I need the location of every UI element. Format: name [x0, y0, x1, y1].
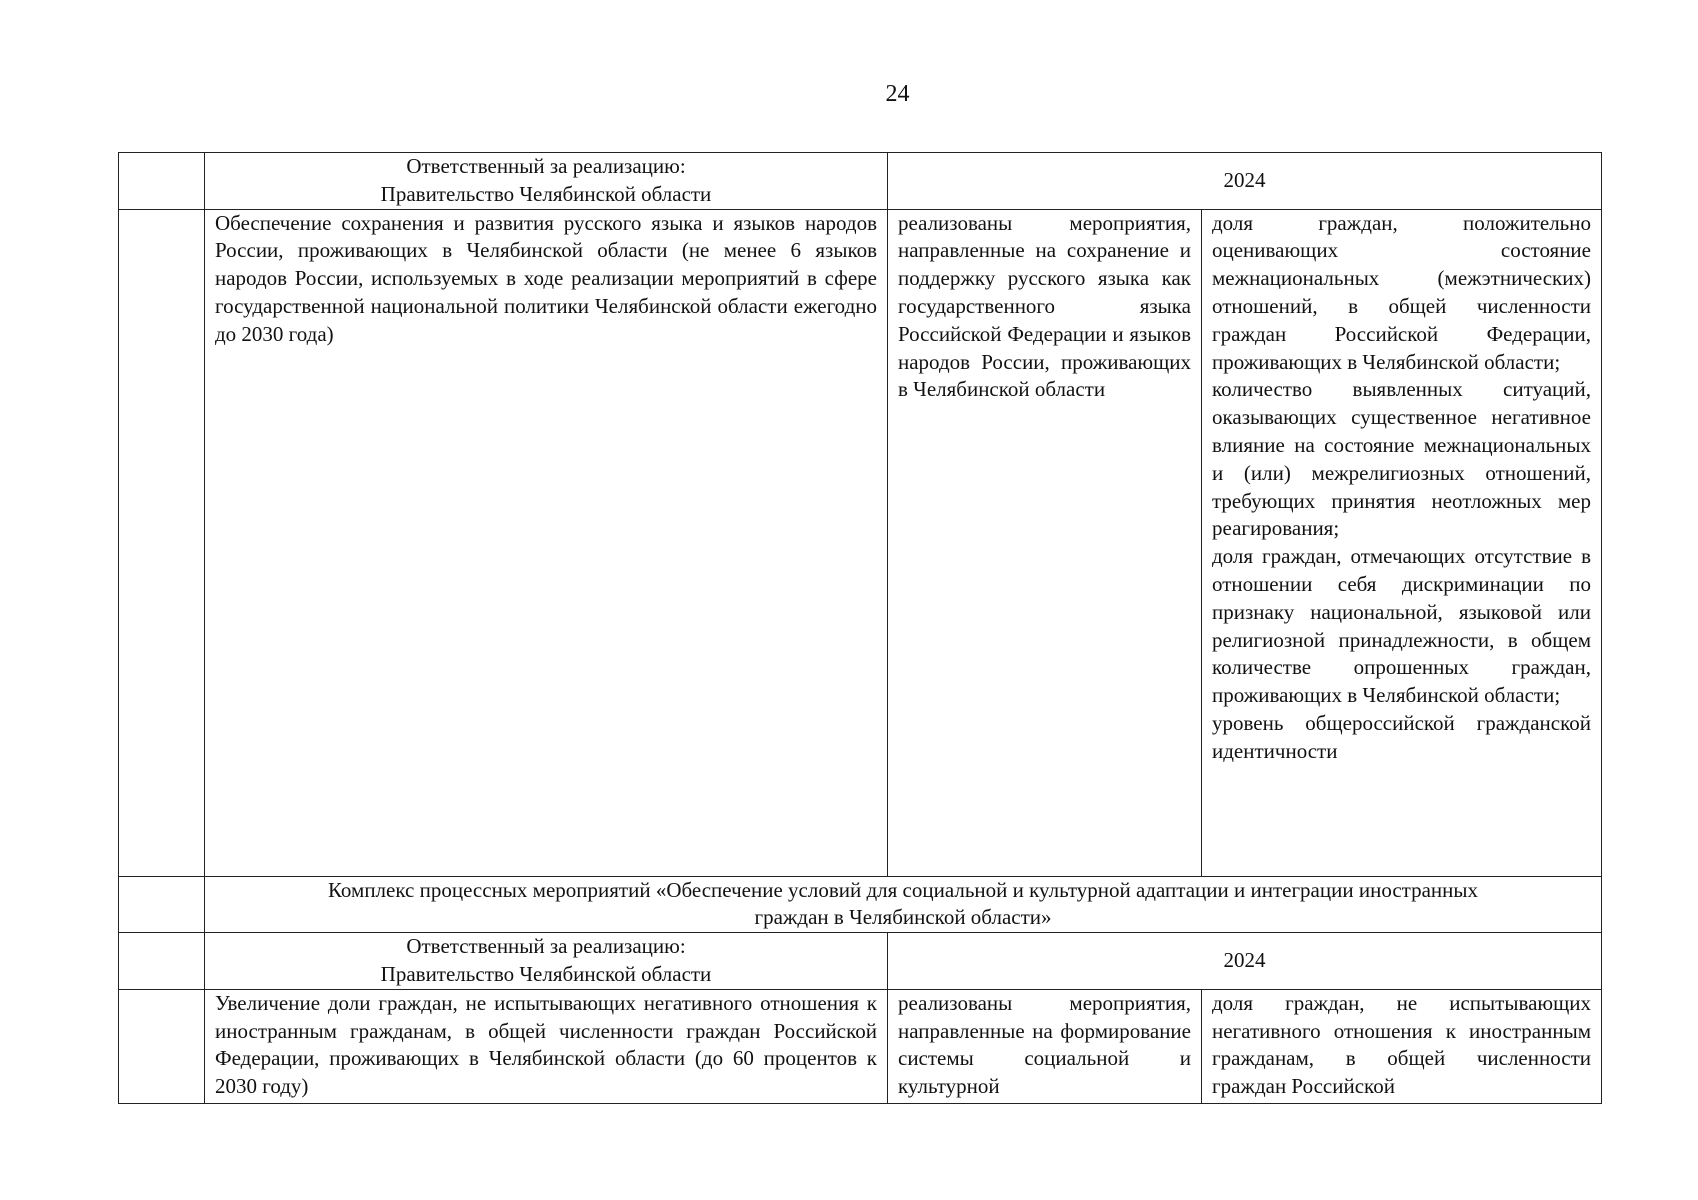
- number-cell: [119, 989, 205, 1103]
- complex-title-line: граждан в Челябинской области»: [754, 905, 1052, 930]
- table-row-task-1: [119, 209, 1602, 876]
- indicators-cell: [1202, 989, 1602, 1103]
- responsible-label: Ответственный за реализацию:: [406, 154, 686, 178]
- indicators-cell: [1202, 209, 1602, 876]
- task-cell: Обеспечение сохранения и развития русского языка и языков народов России, проживающих в Челябинской области (не менее 6 языков народов России, используемых в ходе реализации мероприятий в сфере государственной национальной политики Челябинской области ежегодно до 2030 года): [205, 209, 888, 876]
- indicator-item: доля граждан, отмечающих отсутствие в отношении себя дискриминации по признаку национальной, языковой или религиозной принадлежности, в общем количестве опрошенных граждан, проживающих в Челябинской области;: [1212, 544, 1591, 708]
- year-cell: 2024: [888, 153, 1602, 210]
- responsible-label: Ответственный за реализацию:: [406, 934, 686, 959]
- indicator-item: количество выявленных ситуаций, оказывающих существенное негативное влияние на состояние межнациональных и (или) межрелигиозных отношений, требующих принятия неотложных мер реагирования;: [1212, 377, 1591, 541]
- result-cell: [888, 989, 1202, 1103]
- measures-table: [118, 152, 1602, 1104]
- responsible-org: Правительство Челябинской области: [380, 961, 712, 986]
- responsible-cell: [205, 933, 888, 990]
- number-cell: [119, 209, 205, 876]
- number-cell: [119, 876, 205, 933]
- complex-title-line: Комплекс процессных мероприятий «Обеспечение условий для социальной и культурной адаптации и интеграции иностранных: [327, 877, 1479, 902]
- page-number: 24: [885, 81, 910, 107]
- number-cell: [119, 153, 205, 210]
- indicator-item: доля граждан, не испытывающих негативного отношения к иностранным гражданам, в общей численности граждан Российской: [1212, 990, 1591, 1099]
- number-cell: [119, 933, 205, 990]
- complex-title-cell: [205, 876, 1602, 933]
- responsible-cell: [205, 153, 888, 210]
- indicator-item: доля граждан, положительно оценивающих состояние межнациональных (межэтнических) отношений, в общей численности граждан Российской Федерации, проживающих в Челябинской области;: [1212, 210, 1591, 374]
- table-row-responsible-1: [119, 153, 1602, 210]
- year-cell: 2024: [888, 933, 1602, 990]
- result-cell: реализованы мероприятия, направленные на сохранение и поддержку русского языка как государственного языка Российской Федерации и языков народов России, проживающих в Челябинской области: [888, 209, 1202, 876]
- task-cell: Увеличение доли граждан, не испытывающих негативного отношения к иностранным гражданам, в общей численности граждан Российской Федерации, проживающих в Челябинской области (до 60 процентов к 2030 году): [205, 989, 888, 1103]
- result-text: реализованы мероприятия, направленные на формирование системы социальной и культурной: [898, 990, 1191, 1099]
- table-row-task-2: [119, 989, 1602, 1103]
- responsible-org: Правительство Челябинской области: [380, 181, 712, 206]
- table-row-responsible-2: [119, 933, 1602, 990]
- indicator-item: уровень общероссийской гражданской идентичности: [1212, 710, 1591, 763]
- table-row-complex-title: [119, 876, 1602, 933]
